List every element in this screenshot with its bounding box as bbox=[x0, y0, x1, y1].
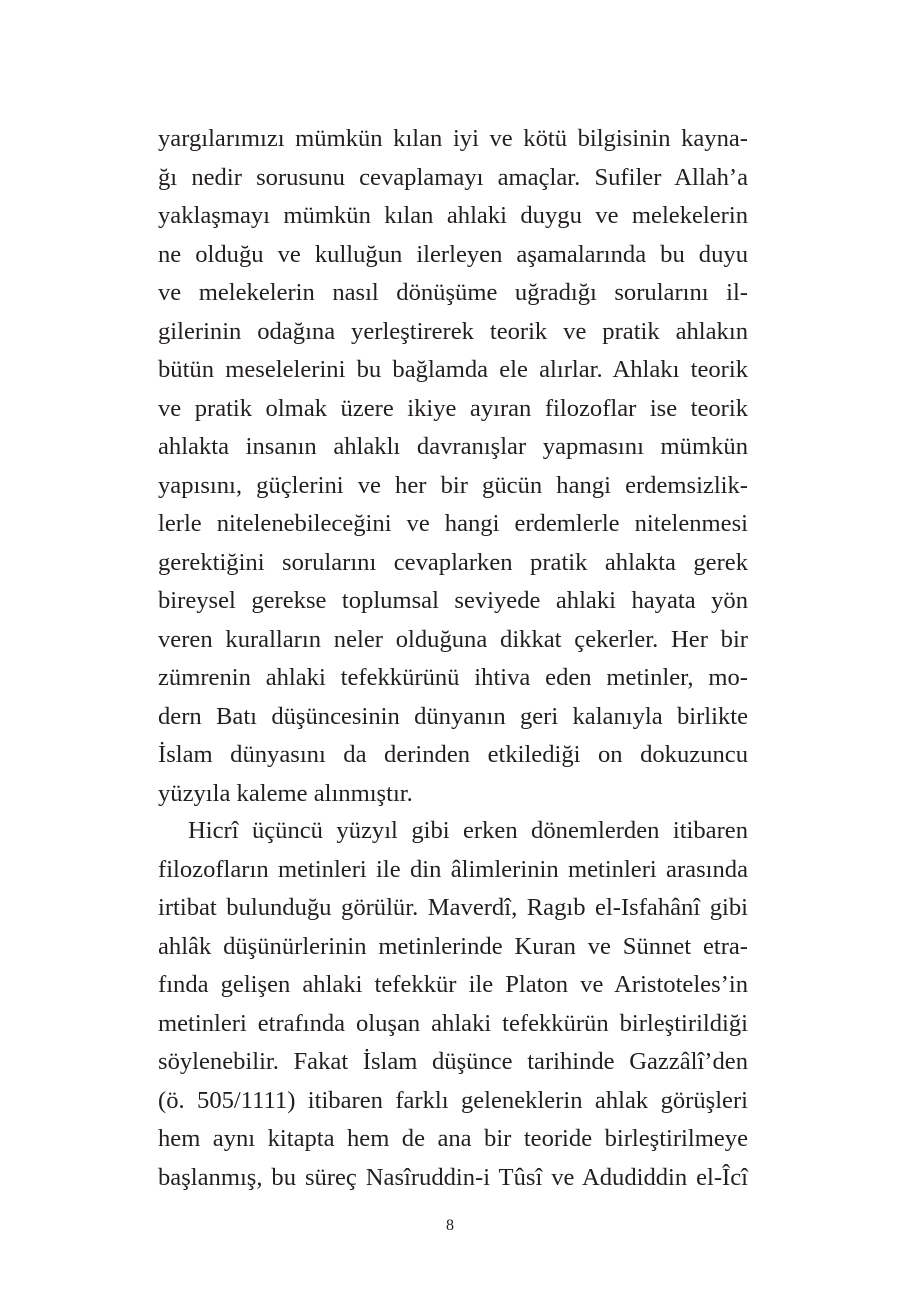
text-line: ğı nedir sorusunu cevaplamayı amaçlar. Sufiler Allah’a bbox=[158, 163, 748, 191]
text-line: lerle nitelenebileceğini ve hangi erdemlerle nitelenmesi bbox=[158, 510, 748, 537]
text-line: dern Batı düşüncesinin dünyanın geri kalanıyla birlikte bbox=[158, 702, 748, 730]
text-line: zümrenin ahlaki tefekkürünü ihtiva eden metinler, mo- bbox=[158, 664, 748, 691]
paragraph-2 bbox=[158, 812, 748, 1197]
text-line: bireysel gerekse toplumsal seviyede ahlaki hayata yön bbox=[158, 587, 748, 614]
text-line: ve pratik olmak üzere ikiye ayıran filozoflar ise teorik bbox=[158, 394, 748, 422]
text-line: fında gelişen ahlaki tefekkür ile Platon ve Aristoteles’in bbox=[158, 971, 748, 998]
page-number: 8 bbox=[446, 1217, 454, 1234]
text-line: irtibat bulunduğu görülür. Maverdî, Ragıb el-Isfahânî gibi bbox=[158, 894, 748, 921]
text-line: gerektiğini sorularını cevaplarken pratik ahlakta gerek bbox=[158, 548, 748, 576]
text-line: ahlâk düşünürlerinin metinlerinde Kuran ve Sünnet etra- bbox=[158, 932, 748, 960]
text-line: başlanmış, bu süreç Nasîruddin-i Tûsî ve Adudiddin el-Îcî bbox=[158, 1163, 748, 1191]
text-line: (ö. 505/1111) itibaren farklı geleneklerin ahlak görüşleri bbox=[158, 1086, 748, 1114]
text-line: ne olduğu ve kulluğun ilerleyen aşamalarında bu duyu bbox=[158, 240, 748, 268]
text-line: yargılarımızı mümkün kılan iyi ve kötü bilgisinin kayna- bbox=[158, 125, 748, 152]
text-line: İslam dünyasını da derinden etkilediği on dokuzuncu bbox=[158, 741, 748, 768]
text-line: söylenebilir. Fakat İslam düşünce tarihinde Gazzâlî’den bbox=[158, 1048, 748, 1075]
text-line: veren kuralların neler olduğuna dikkat çekerler. Her bir bbox=[158, 625, 748, 653]
text-line: yapısını, güçlerini ve her bir gücün hangi erdemsizlik- bbox=[158, 471, 748, 499]
paragraph-1 bbox=[158, 120, 748, 813]
text-line: ahlakta insanın ahlaklı davranışlar yapmasını mümkün bbox=[158, 433, 748, 460]
text-line: yüzyıla kaleme alınmıştır. bbox=[158, 779, 413, 807]
text-line: ve melekelerin nasıl dönüşüme uğradığı sorularını il- bbox=[158, 279, 748, 306]
text-line: metinleri etrafında oluşan ahlaki tefekkürün birleştirildiği bbox=[158, 1009, 748, 1037]
text-line: bütün meselelerini bu bağlamda ele alırlar. Ahlakı teorik bbox=[158, 356, 748, 383]
text-line: gilerinin odağına yerleştirerek teorik ve pratik ahlakın bbox=[158, 317, 748, 345]
text-line: hem aynı kitapta hem de ana bir teoride birleştirilmeye bbox=[158, 1125, 748, 1152]
text-line: yaklaşmayı mümkün kılan ahlaki duygu ve melekelerin bbox=[158, 202, 748, 229]
text-line: Hicrî üçüncü yüzyıl gibi erken dönemlerden itibaren bbox=[188, 817, 748, 844]
text-line: filozofların metinleri ile din âlimlerinin metinleri arasında bbox=[158, 855, 748, 883]
